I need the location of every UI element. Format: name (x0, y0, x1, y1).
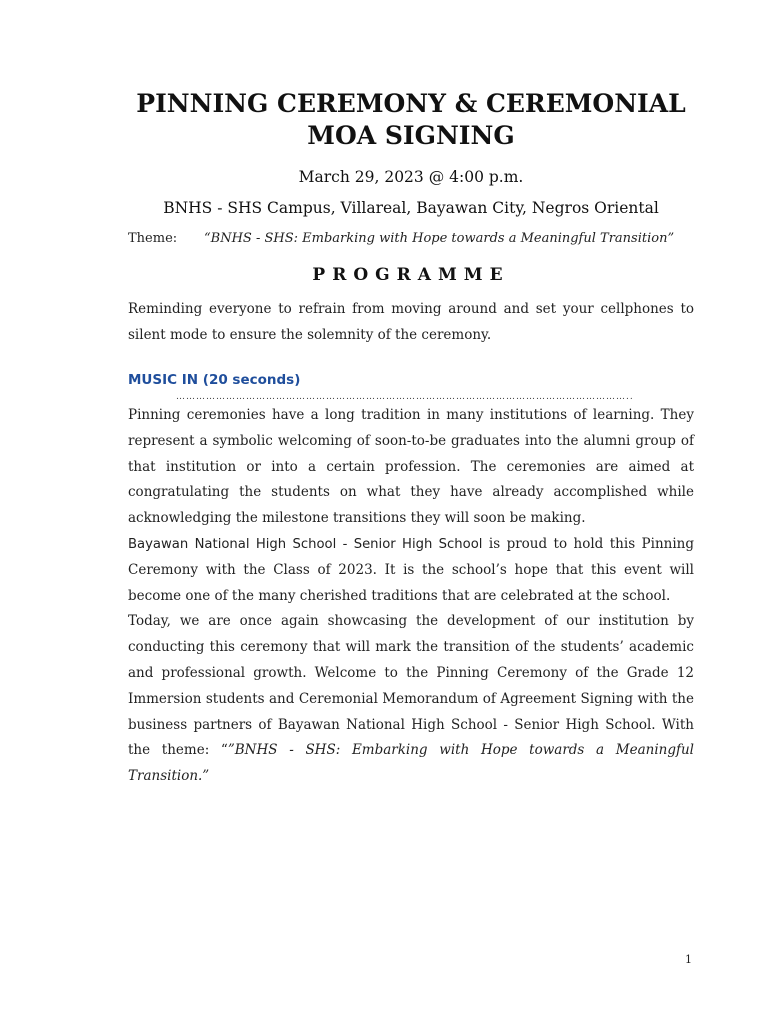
theme-text: “BNHS - SHS: Embarking with Hope towards a Meaningful Transition” (204, 231, 675, 246)
programme-heading: PROGRAMME (312, 265, 510, 285)
event-venue: BNHS - SHS Campus, Villareal, Bayawan City, Negros Oriental (163, 199, 659, 217)
music-in-heading: MUSIC IN (20 seconds) (128, 372, 301, 388)
paragraph-3-text: Today, we are once again showcasing the development of our institution by conducting this ceremony that will mark the transition of the students’ academic and professional growth. Welcome to the Pinning Ceremony of the Grade 12 Immersion students and Ceremonial Memorandum of Agreement Signing with the business partners of Bayawan National High School - Senior High School. With the theme: “ (128, 613, 694, 759)
theme-block (128, 230, 694, 247)
dotted-separator: ……………………………………………………………………………………………………………………….. (176, 392, 634, 402)
paragraph-1: Pinning ceremonies have a long tradition in many institutions of learning. They represent a symbolic welcoming of soon-to-be graduates into the alumni group of that institution or into a certain profession. The ceremonies are aimed at congratulating the students on what they have already accomplished while acknowledging the milestone transitions they will soon be making. (128, 407, 694, 527)
paragraph-3-theme: ”BNHS - SHS: Embarking with Hope towards a Meaningful Transition.” (128, 742, 694, 785)
paragraph-3 (128, 609, 694, 790)
document-title: PINNING CEREMONY & CEREMONIAL MOA SIGNING (136, 89, 686, 150)
page-number: 1 (685, 953, 692, 966)
reminder-paragraph: Reminding everyone to refrain from moving around and set your cellphones to silent mode to ensure the solemnity of the ceremony. (128, 301, 694, 343)
document-page (128, 88, 694, 790)
theme-label: Theme: (128, 231, 178, 246)
paragraph-2 (128, 532, 694, 609)
event-date: March 29, 2023 @ 4:00 p.m. (298, 168, 524, 186)
paragraph-2-text: is proud to hold this Pinning Ceremony with the Class of 2023. It is the school’s hope that this event will become one of the many cherished traditions that are celebrated at the school. (128, 535, 694, 604)
school-name: Bayawan National High School - Senior High School (128, 536, 483, 552)
